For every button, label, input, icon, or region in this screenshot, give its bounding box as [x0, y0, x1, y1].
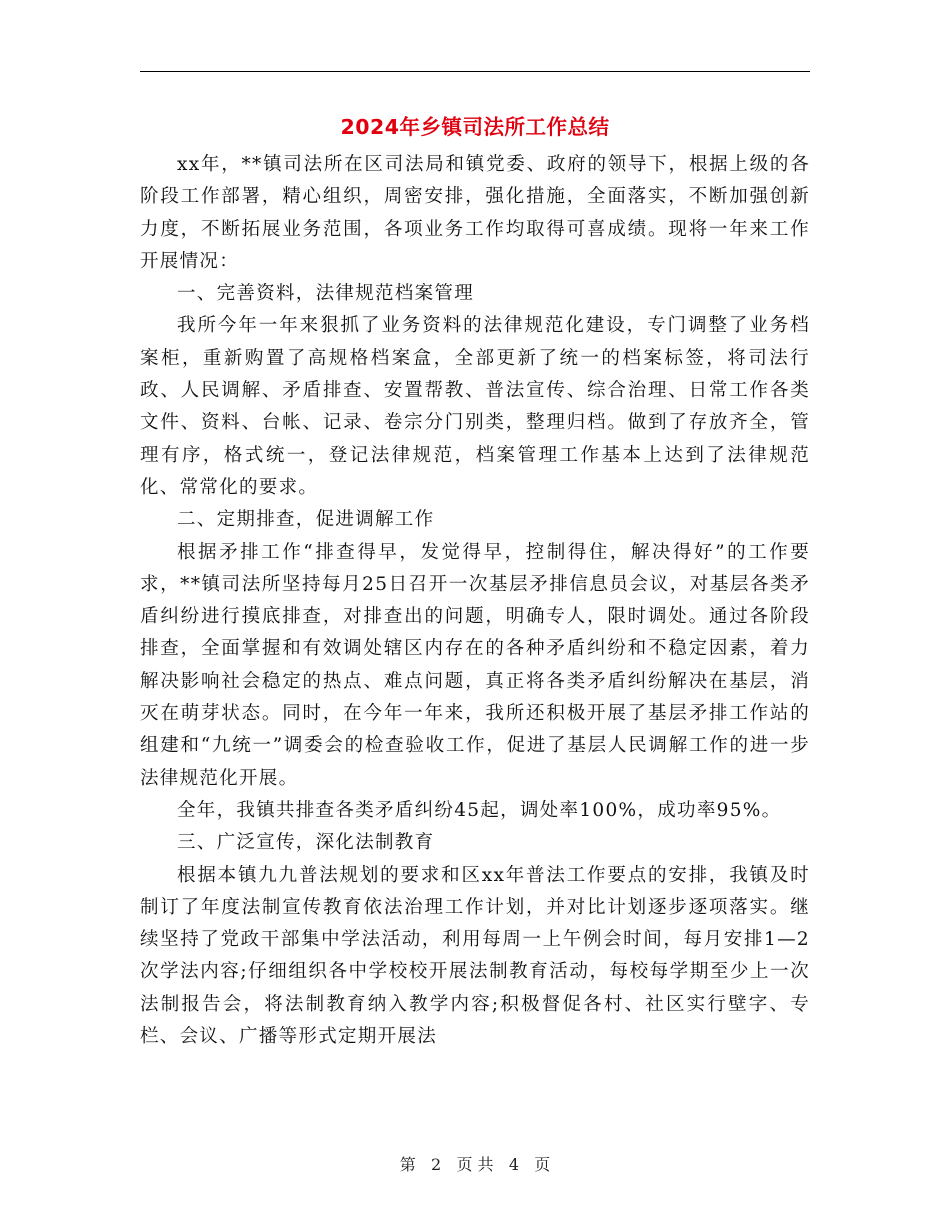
header-rule	[140, 71, 810, 72]
section-2-stats-paragraph: 全年，我镇共排查各类矛盾纠纷45起，调处率100%，成功率95%。	[177, 799, 782, 821]
document-body	[140, 149, 810, 1053]
footer-current-page: 2	[430, 1155, 442, 1174]
footer-middle: 页 共	[456, 1155, 494, 1174]
section-heading-1: 一、完善资料，法律规范档案管理	[177, 283, 475, 305]
footer-prefix: 第	[399, 1155, 416, 1174]
intro-paragraph: xx年，**镇司法所在区司法局和镇党委、政府的领导下，根据上级的各阶段工作部署，精心组织，周密安排，强化措施，全面落实，不断加强创新力度，不断拓展业务范围，各项业务工作均取得可喜成绩。现将一年来工作开展情况：	[140, 154, 810, 272]
footer-suffix: 页	[534, 1155, 551, 1174]
page-footer	[0, 1152, 950, 1178]
section-1-paragraph: 我所今年一年来狠抓了业务资料的法律规范化建设，专门调整了业务档案柜，重新购置了高规格档案盒，全部更新了统一的档案标签，将司法行政、人民调解、矛盾排查、安置帮教、普法宣传、综合治理、日常工作各类文件、资料、台帐、记录、卷宗分门别类，整理归档。做到了存放齐全，管理有序，格式统一，登记法律规范，档案管理工作基本上达到了法律规范化、常常化的要求。	[140, 315, 810, 498]
document-title: 2024年乡镇司法所工作总结	[340, 115, 610, 139]
section-2-paragraph: 根据矛排工作“排查得早，发觉得早，控制得住，解决得好”的工作要求，**镇司法所坚持每月25日召开一次基层矛排信息员会议，对基层各类矛盾纠纷进行摸底排查，对排查出的问题，明确专人，限时调处。通过各阶段排查，全面掌握和有效调处辖区内存在的各种矛盾纠纷和不稳定因素，着力解决影响社会稳定的热点、难点问题，真正将各类矛盾纠纷解决在基层，消灭在萌芽状态。同时，在今年一年来，我所还积极开展了基层矛排工作站的组建和“九统一”调委会的检查验收工作，促进了基层人民调解工作的进一步法律规范化开展。	[140, 541, 810, 789]
footer-total-pages: 4	[508, 1155, 520, 1174]
section-heading-2: 二、定期排查，促进调解工作	[177, 509, 435, 531]
section-heading-3: 三、广泛宣传，深化法制教育	[177, 832, 435, 854]
section-3-paragraph: 根据本镇九九普法规划的要求和区xx年普法工作要点的安排，我镇及时制订了年度法制宣传教育依法治理工作计划，并对比计划逐步逐项落实。继续坚持了党政干部集中学法活动，利用每周一上午例会时间，每月安排1—2次学法内容;仔细组织各中学校校开展法制教育活动，每校每学期至少上一次法制报告会，将法制教育纳入教学内容;积极督促各村、社区实行壁字、专栏、会议、广播等形式定期开展法	[140, 864, 810, 1048]
